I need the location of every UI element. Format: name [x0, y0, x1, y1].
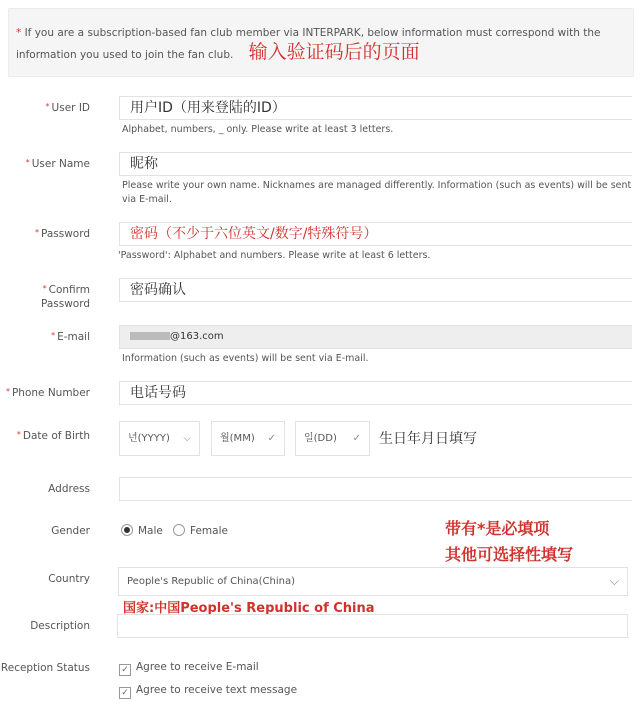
address-label: Address [48, 483, 90, 495]
chevron-down-icon: ✓ [352, 433, 361, 444]
chevron-down-icon: ✓ [267, 433, 276, 444]
user-id-label: * User ID [45, 102, 90, 114]
birth-month-select[interactable]: 월(MM) ✓ [211, 421, 285, 456]
country-select[interactable]: People's Republic of China(China) ⌵ [118, 567, 628, 596]
radio-checked-icon [121, 524, 133, 536]
chevron-down-icon: ⌵ [183, 433, 191, 444]
email-input[interactable]: @163.com [119, 325, 632, 349]
phone-input[interactable]: 电话号码 [119, 381, 632, 405]
agree-sms-checkbox[interactable]: ✓ Agree to receive text message [119, 684, 297, 699]
birth-day-select[interactable]: 일(DD) ✓ [295, 421, 370, 456]
email-redaction [130, 332, 170, 340]
radio-unchecked-icon [173, 524, 185, 536]
checkbox-checked-icon: ✓ [119, 687, 131, 699]
password-input[interactable]: 密码（不少于六位英文/数字/特殊符号） [119, 222, 632, 246]
description-label: Description [30, 620, 90, 632]
user-id-input[interactable]: 用户ID（用来登陆的ID） [119, 96, 632, 120]
user-name-input[interactable]: 昵称 [119, 152, 632, 176]
chevron-down-icon: ⌵ [609, 574, 619, 588]
required-annotation: 带有*是必填项 其他可选择性填写 [445, 519, 574, 564]
description-input[interactable] [117, 614, 628, 638]
confirm-password-label: * Confirm Password [40, 284, 90, 310]
fanclub-notice: * If you are a subscription-based fan club member via INTERPARK, below information must correspond with the information you used to join the fan club. 输入验证码后的页面 [16, 27, 601, 63]
email-hint: Information (such as events) will be sent via E-mail. [122, 353, 369, 364]
birth-year-select[interactable]: 년(YYYY) ⌵ [119, 421, 200, 456]
password-label: * Password [34, 228, 90, 240]
user-name-label: * User Name [25, 158, 90, 170]
user-id-hint: Alphabet, numbers, _ only. Please write at least 3 letters. [122, 124, 394, 135]
gender-label: Gender [51, 525, 90, 537]
dob-annotation: 生日年月日填写 [379, 431, 477, 447]
address-input[interactable] [119, 477, 632, 501]
country-annotation: 国家:中国People's Republic of China [123, 601, 375, 616]
country-label: Country [48, 573, 90, 585]
confirm-password-input[interactable]: 密码确认 [119, 278, 632, 302]
checkbox-checked-icon: ✓ [119, 664, 131, 676]
notice-annotation: 输入验证码后的页面 [248, 41, 420, 63]
gender-radio-male[interactable]: Male [121, 524, 163, 537]
phone-label: * Phone Number [5, 387, 90, 399]
password-hint: 'Password': Alphabet and numbers. Please write at least 6 letters. [118, 250, 431, 261]
user-name-hint: Please write your own name. Nicknames are managed differently. Information (such as events) will be sent via E-mail. [122, 180, 632, 205]
email-label: * E-mail [51, 331, 90, 343]
gender-radio-female[interactable]: Female [173, 524, 228, 537]
agree-email-checkbox[interactable]: ✓ Agree to receive E-mail [119, 661, 259, 676]
dob-label: * Date of Birth [16, 430, 90, 442]
reception-status-label: Reception Status [0, 662, 90, 674]
